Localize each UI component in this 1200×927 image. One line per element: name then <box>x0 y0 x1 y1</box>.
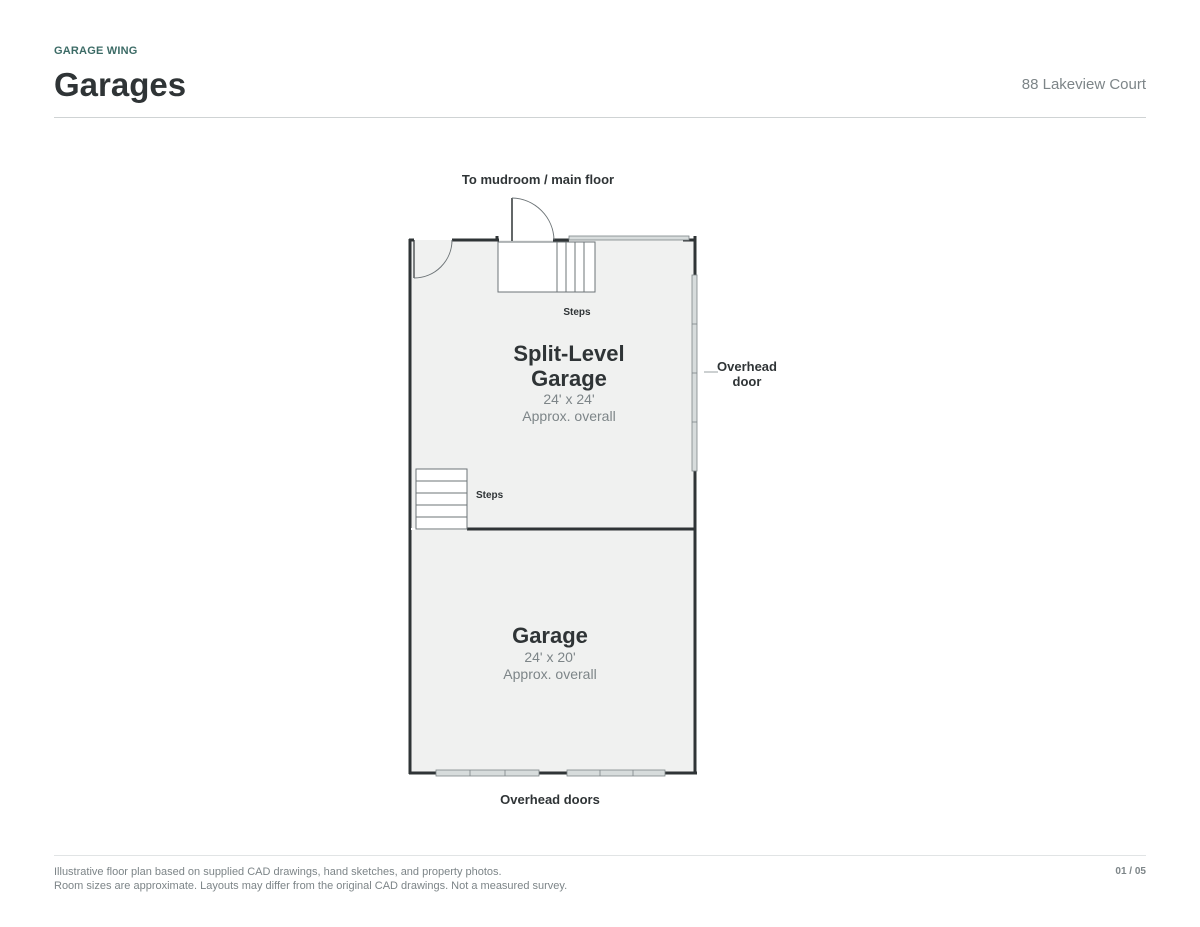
room-name-split-level-line1: Split-Level <box>513 341 625 366</box>
side-door-label-line1: Overhead <box>717 359 777 374</box>
side-door-label-line2: door <box>732 374 762 389</box>
page-indicator: 01 / 05 <box>1115 866 1146 877</box>
room-name-garage: Garage <box>512 623 588 648</box>
room-name-split-level-line2: Garage <box>531 366 607 391</box>
top-window <box>569 236 689 240</box>
page-title: Garages <box>54 66 187 103</box>
overhead-door-1[interactable] <box>436 770 539 776</box>
mudroom-door[interactable] <box>512 198 554 241</box>
top-steps <box>498 242 595 292</box>
room-note-split-level: Approx. overall <box>522 408 616 424</box>
room-size-split-level: 24' x 24' <box>543 391 595 407</box>
footer-divider <box>54 855 1146 856</box>
left-steps <box>416 469 467 529</box>
left-steps-label: Steps <box>476 490 504 501</box>
side-overhead-door[interactable] <box>692 275 697 471</box>
section-eyebrow: GARAGE WING <box>54 45 138 57</box>
room-size-garage: 24' x 20' <box>524 649 576 665</box>
bottom-doors-label: Overhead doors <box>500 792 600 807</box>
room-note-garage: Approx. overall <box>503 666 597 682</box>
overhead-door-2[interactable] <box>567 770 665 776</box>
footer-disclaimer-line2: Room sizes are approximate. Layouts may differ from the original CAD drawings. Not a measured survey. <box>54 880 568 892</box>
top-steps-label: Steps <box>563 307 591 318</box>
footer-disclaimer-line1: Illustrative floor plan based on supplied CAD drawings, hand sketches, and property photos. <box>54 866 502 878</box>
property-address: 88 Lakeview Court <box>1021 76 1146 93</box>
top-entry-label: To mudroom / main floor <box>461 172 615 187</box>
